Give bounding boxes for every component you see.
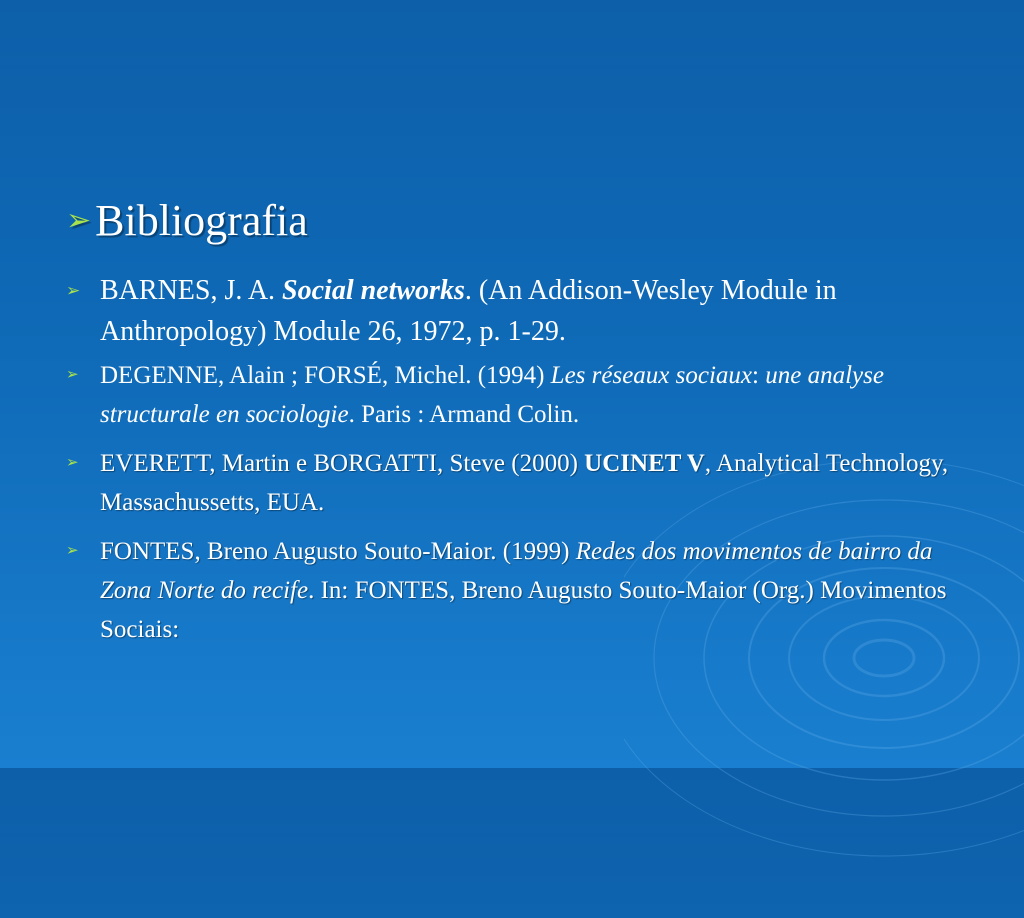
reference-title: UCINET V bbox=[584, 450, 705, 477]
reference-item bbox=[66, 532, 966, 649]
reference-details: . Paris : Armand Colin. bbox=[348, 401, 580, 428]
reference-item bbox=[66, 356, 966, 434]
reference-author: DEGENNE, Alain ; FORSÉ, Michel. (1994) bbox=[100, 362, 551, 389]
arrow-bullet-icon: ➢ bbox=[66, 367, 79, 383]
reference-title: Social networks bbox=[282, 275, 465, 306]
heading-text: Bibliografia bbox=[95, 196, 308, 245]
reference-author: BARNES, J. A. bbox=[100, 275, 283, 306]
reference-title: Redes dos movimentos de bairro da Zona Norte do recife bbox=[100, 538, 933, 604]
reference-subtitle: une analyse structurale en sociologie bbox=[100, 362, 884, 428]
arrow-bullet-icon: ➢ bbox=[66, 455, 79, 471]
reference-author: FONTES, Breno Augusto Souto-Maior. (1999) bbox=[100, 538, 576, 565]
arrow-bullet-icon: ➢ bbox=[66, 204, 92, 237]
reference-list bbox=[66, 270, 966, 659]
reference-author: EVERETT, Martin e BORGATTI, Steve (2000) bbox=[100, 450, 585, 477]
arrow-bullet-icon: ➢ bbox=[66, 543, 79, 559]
reference-details: , Analytical Technology, Massachussetts, EUA. bbox=[100, 450, 949, 516]
slide-heading bbox=[66, 193, 308, 249]
reference-item bbox=[66, 444, 966, 522]
reference-details: . In: FONTES, Breno Augusto Souto-Maior (Org.) Movimentos Sociais: bbox=[100, 577, 947, 643]
reference-title: Les réseaux sociaux bbox=[550, 362, 753, 389]
arrow-bullet-icon: ➢ bbox=[66, 281, 81, 300]
reference-details: . (An Addison-Wesley Module in Anthropology) Module 26, 1972, p. 1-29. bbox=[100, 275, 837, 347]
reference-separator: : bbox=[752, 362, 766, 389]
reference-item bbox=[66, 270, 966, 352]
